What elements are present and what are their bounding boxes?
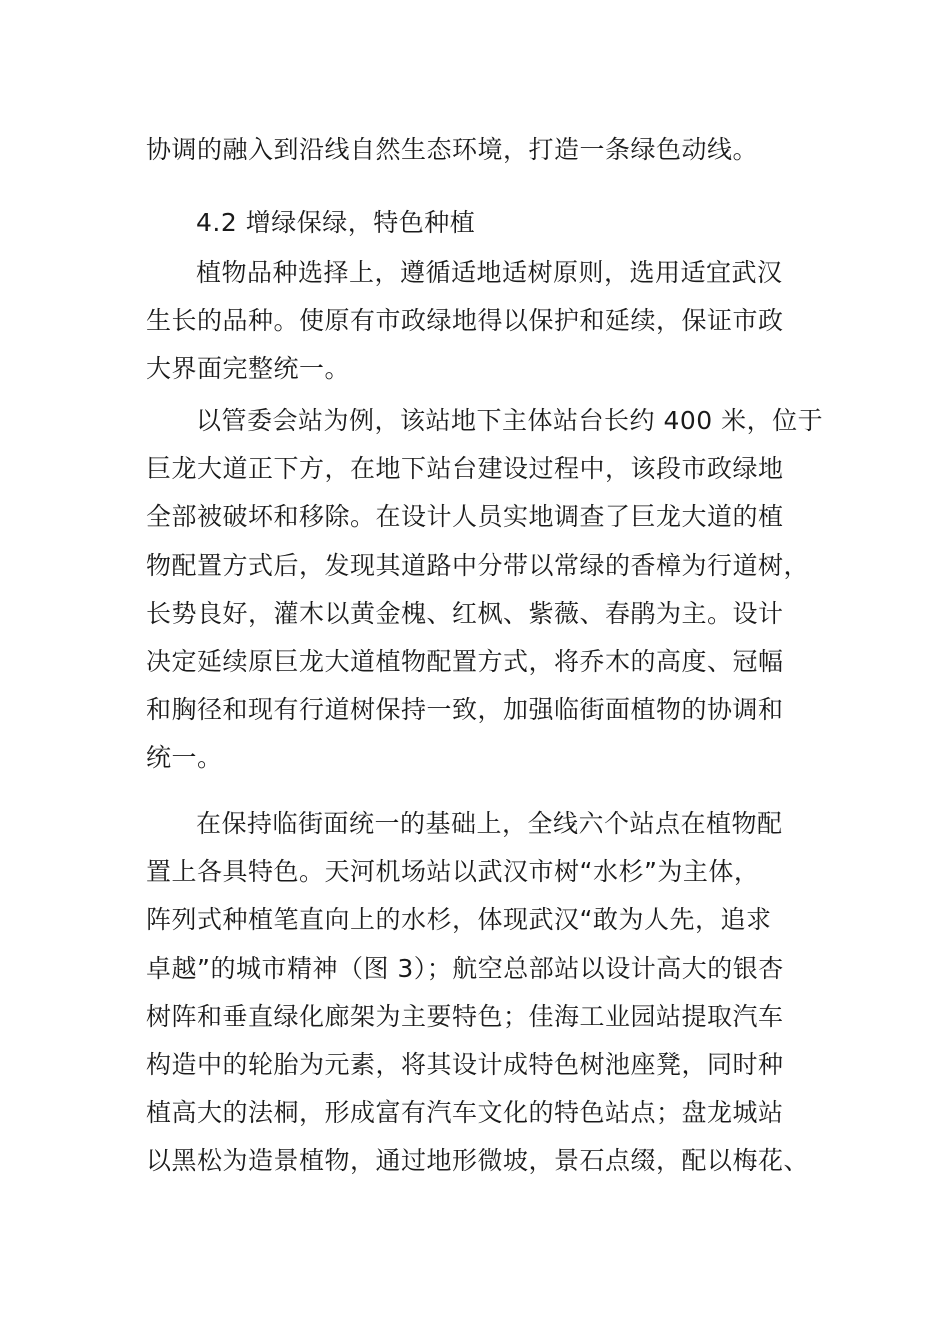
text-line: 以管委会站为例，该站地下主体站台长约 400 米，位于 [196, 406, 824, 435]
paragraph-guanweihui-station [146, 397, 824, 783]
text-line: 置上各具特色。天河机场站以武汉市树“水杉”为主体， [146, 857, 760, 887]
text-line: 和胸径和现有行道树保持一致，加强临街面植物的协调和 [146, 695, 784, 725]
text-line: 在保持临街面统一的基础上，全线六个站点在植物配 [196, 809, 783, 838]
text-line: 统一。 [146, 743, 223, 773]
section-heading-4-2 [146, 199, 808, 247]
text-line: 生长的品种。使原有市政绿地得以保护和延续，保证市政 [146, 306, 784, 336]
text-line: 物配置方式后，发现其道路中分带以常绿的香樟为行道树， [146, 550, 810, 580]
text-line: 阵列式种植笔直向上的水杉，体现武汉“敢为人先，追求 [146, 905, 772, 935]
text-line: 巨龙大道正下方，在地下站台建设过程中，该段市政绿地 [146, 454, 784, 484]
text-line: 长势良好，灌木以黄金槐、红枫、紫薇、春鹃为主。设计 [146, 598, 784, 628]
text-line: 植物品种选择上，遵循适地适树原则，选用适宜武汉 [196, 258, 783, 287]
text-line: 构造中的轮胎为元素，将其设计成特色树池座凳，同时种 [146, 1049, 784, 1079]
heading-text: 4.2 增绿保绿，特色种植 [196, 208, 476, 237]
text-line: 卓越”的城市精神（图 3）；航空总部站以设计高大的银杏 [146, 953, 784, 983]
paragraph-plant-selection [146, 249, 808, 394]
paragraph-station-features [146, 800, 808, 1186]
paragraph-continuation [146, 126, 808, 174]
text-line: 决定延续原巨龙大道植物配置方式，将乔木的高度、冠幅 [146, 646, 784, 676]
text-line: 大界面完整统一。 [146, 354, 351, 384]
text-line: 以黑松为造景植物，通过地形微坡，景石点缀，配以梅花、 [146, 1146, 810, 1176]
text-line: 树阵和垂直绿化廊架为主要特色；佳海工业园站提取汽车 [146, 1001, 784, 1031]
text-line: 植高大的法桐，形成富有汽车文化的特色站点；盘龙城站 [146, 1098, 784, 1128]
text-line: 协调的融入到沿线自然生态环境，打造一条绿色动线。 [146, 135, 759, 164]
text-line: 全部被破坏和移除。在设计人员实地调查了巨龙大道的植 [146, 502, 784, 532]
